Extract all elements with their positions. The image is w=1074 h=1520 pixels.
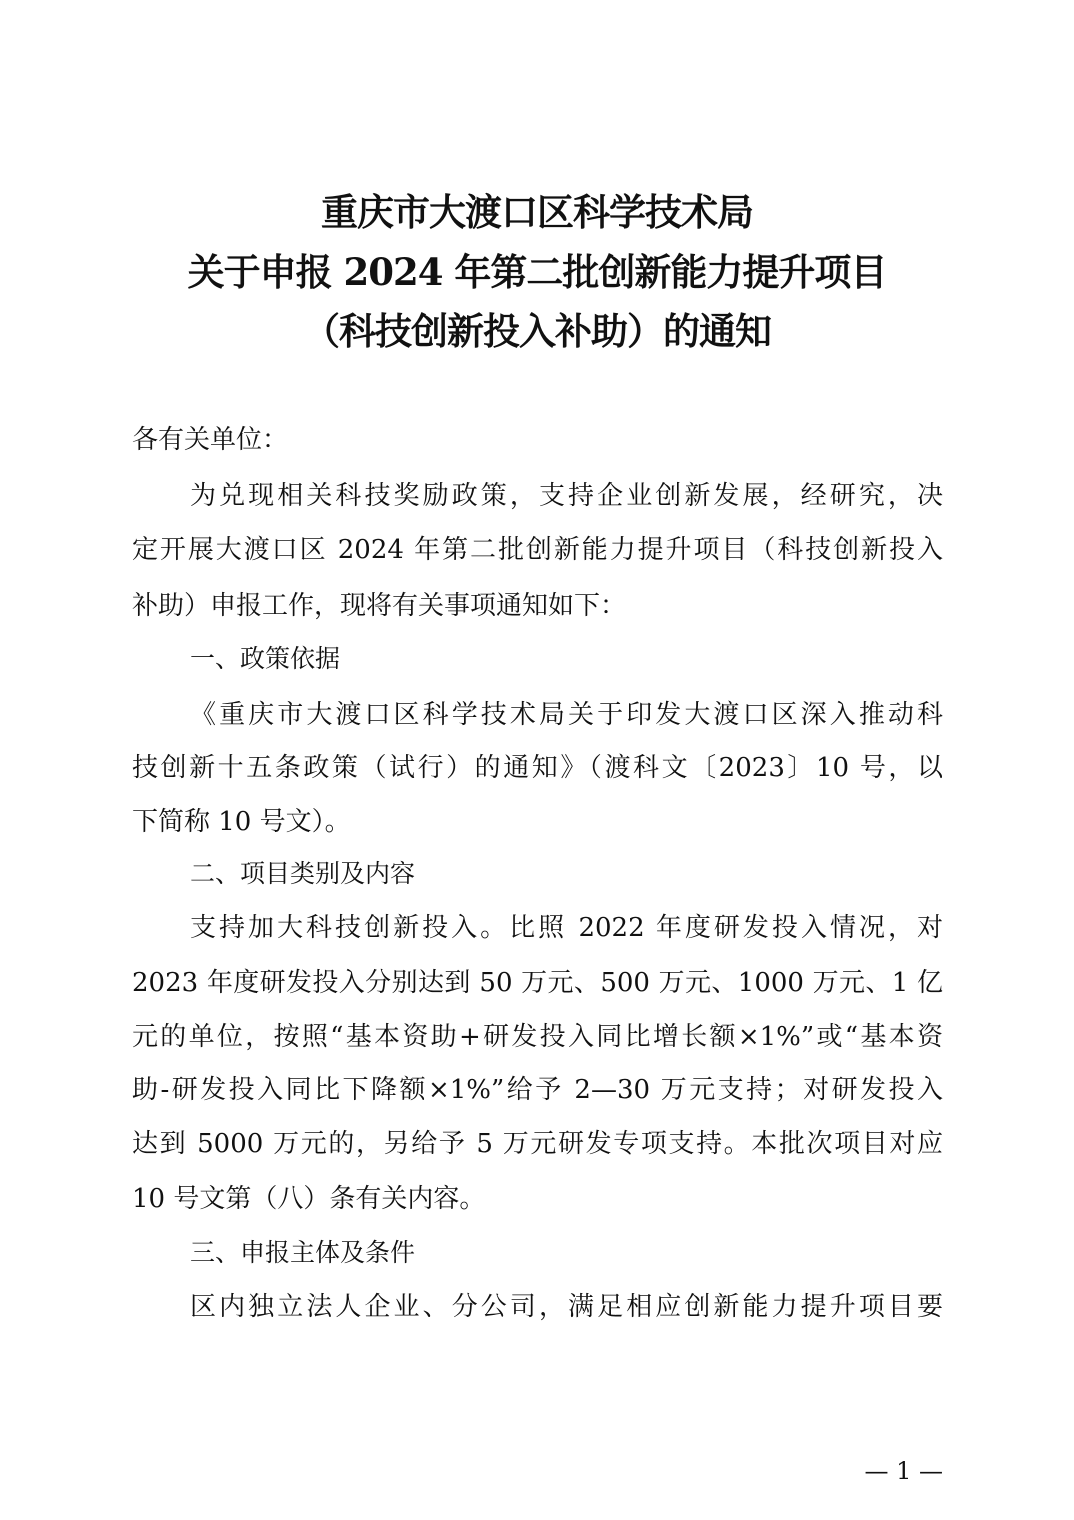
section-1-line: 下简称 10 号文）。 [132,807,351,837]
section-2-line: 10 号文第（八）条有关内容。 [132,1184,486,1214]
section-heading-project-category: 二、项目类别及内容 [190,859,416,888]
section-heading-applicant-conditions: 三、申报主体及条件 [190,1238,416,1267]
notice-title-line-1: 重庆市大渡口区科学技术局 [321,190,753,234]
section-2-line: 达到 5000 万元的，另给予 5 万元研发专项支持。本批次项目对应 [132,1129,943,1159]
notice-title-line-2: 关于申报 2024 年第二批创新能力提升项目 [187,250,887,294]
section-2-line: 支持加大科技创新投入。比照 2022 年度研发投入情况，对 [190,913,943,943]
notice-title-line-3: （科技创新投入补助）的通知 [303,309,771,353]
section-1-line: 技创新十五条政策（试行）的通知》（渡科文〔2023〕10 号，以 [132,753,943,783]
salutation: 各有关单位： [132,425,289,455]
intro-line: 定开展大渡口区 2024 年第二批创新能力提升项目（科技创新投入 [132,535,943,565]
section-3-line: 区内独立法人企业、分公司，满足相应创新能力提升项目要 [190,1292,943,1322]
section-1-line: 《重庆市大渡口区科学技术局关于印发大渡口区深入推动科 [190,700,943,730]
section-2-line: 元的单位，按照“基本资助+研发投入同比增长额×1%”或“基本资 [132,1022,943,1052]
intro-line: 为兑现相关科技奖励政策，支持企业创新发展，经研究，决 [190,481,943,511]
section-2-line: 助-研发投入同比下降额×1%”给予 2—30 万元支持；对研发投入 [132,1075,943,1105]
section-2-line: 2023 年度研发投入分别达到 50 万元、500 万元、1000 万元、1 亿 [132,968,943,998]
page-number: — 1 — [864,1457,943,1485]
section-heading-policy-basis: 一、政策依据 [190,644,341,673]
intro-line: 补助）申报工作，现将有关事项通知如下： [132,591,627,621]
